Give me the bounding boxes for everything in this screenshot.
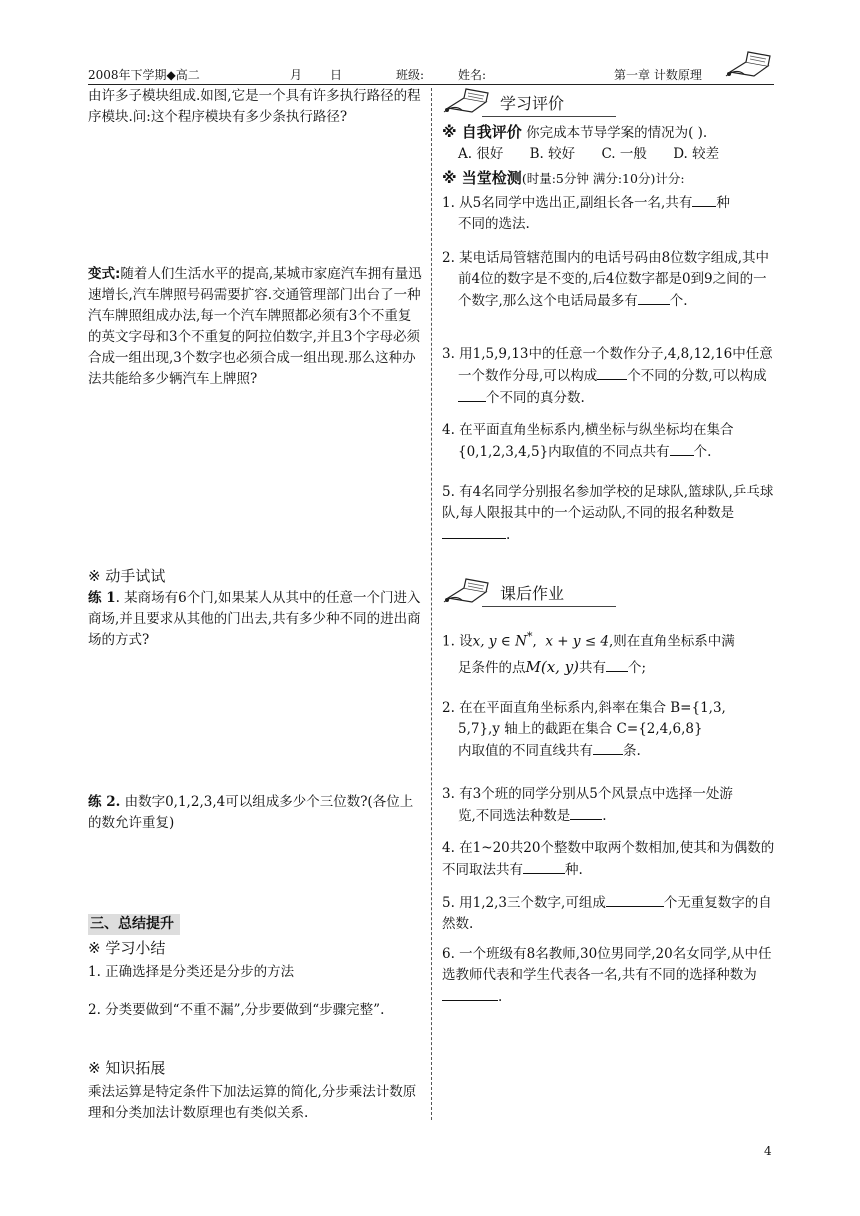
check-question-1: 1. 从5名同学中选出正,副组长各一名,共有 种 不同的选法. [442,192,778,235]
summary-point-1: 1. 正确选择是分类还是分步的方法 [88,964,295,980]
book-icon [724,48,774,80]
homework-question-3: 3. 有3个班的同学分别从5个风景点中选择一处游 览,不同选法种数是 . [442,786,733,824]
self-evaluation [442,122,778,144]
class-label: 班级: [396,68,425,82]
math-xy-in-n: x, y ∈ N [472,633,527,650]
math-sum-le-4: x + y ≤ 4 [545,633,610,650]
summary-point-2: 2. 分类要做到“不重不漏”,分步要做到“步骤完整”. [88,1002,385,1018]
homework-heading [442,580,642,608]
column-divider [431,88,432,1120]
evaluation-options [442,144,778,165]
exercise-2-label: 练 2. [88,794,121,810]
page-number: 4 [764,1144,772,1158]
option-c[interactable]: C. 一般 [601,146,647,162]
option-b[interactable]: B. 较好 [529,146,576,162]
homework-question-1: 1. 设x, y ∈ N*, x + y ≤ 4,则在直角坐标系中满 足条件的点M(x, y)共有 个; [442,630,735,676]
summary-sub-title: ※ 学习小结 [88,939,166,957]
intro-text: 由许多子模块组成.如图,它是一个具有许多执行路径的程序模块.问:这个程序模块有多少条执行路径? [88,88,421,125]
math-star: * [526,630,533,643]
name-label: 姓名: [458,68,487,82]
check-question-5: 5. 有4名同学分别报名参加学校的足球队,篮球队,乒乓球队,每人限报其中的一个运动队,不同的报名种数是. [442,484,774,543]
homework-title: 课后作业 [500,584,565,603]
answer-blank[interactable] [570,805,602,820]
book-icon [442,576,494,606]
variant-text: 随着人们生活水平的提高,某城市家庭汽车拥有量迅速增长,汽车牌照号码需要扩容.交通管理部门出台了一种汽车牌照组成办法,每一个汽车牌照都必须有3个不重复的英文字母和3个不重复的阿拉伯数字,并且3个字母必须合成一组出现,3个数字也必须合成一组出现.那么这种办法共能给多少辆汽车上牌照? [88,266,422,387]
day-label: 日 [330,68,343,82]
class-check-text: (时量:5分钟 满分:10分)计分: [521,171,685,186]
book-icon [442,86,494,116]
option-d[interactable]: D. 较差 [673,146,720,162]
extension-text: 乘法运算是特定条件下加法运算的简化,分步乘法计数原理和分类加法计数原理也有类似关系. [88,1084,417,1121]
heading-underline [482,116,616,117]
math-point-m: M(x, y) [525,657,580,676]
exercise-2-text: 由数字0,1,2,3,4可以组成多少个三位数?(各位上的数允许重复) [88,794,414,831]
answer-blank[interactable] [597,365,627,380]
chapter-label: 第一章 计数原理 [614,68,702,82]
answer-blank[interactable] [638,290,670,305]
option-a[interactable]: A. 很好 [458,146,504,162]
homework-question-6: 6. 一个班级有8名教师,30位男同学,20名女同学,从中任选教师代表和学生代表各一名,共有不同的选择种数为. [442,946,772,1005]
month-label: 月 [290,68,303,82]
try-title: ※ 动手试试 [88,567,166,585]
answer-blank[interactable] [442,986,498,1001]
variant-label: 变式: [88,266,121,282]
answer-blank[interactable] [606,657,628,672]
check-question-4: 4. 在平面直角坐标系内,横坐标与纵坐标均在集合 {0,1,2,3,4,5}内取值的不同点共有 个. [442,422,734,460]
self-eval-mark: ※ 自我评价 [442,123,522,141]
answer-blank[interactable] [442,524,506,539]
exercise-1-text: . 某商场有6个门,如果某人从其中的任意一个门进入商场,并且要求从其他的门出去,共有多少种不同的进出商场的方式? [88,590,421,648]
exercise-1-label: 练 1 [88,590,116,606]
answer-blank[interactable] [458,387,486,402]
answer-blank[interactable] [523,859,565,874]
check-question-2: 2. 某电话局管辖范围内的电话号码由8位数字组成,其中前4位的数字是不变的,后4位数字都是0到9之间的一个数字,那么这个电话局最多有 个. [442,250,770,309]
answer-blank[interactable] [670,441,694,456]
summary-section-title: 三、总结提升 [88,914,180,935]
exercise-2 [88,792,423,834]
homework-question-4: 4. 在1~20共20个整数中取两个数相加,使其和为偶数的不同取法共有 种. [442,840,775,878]
answer-blank[interactable] [692,192,716,207]
page-header [88,64,774,85]
evaluation-heading [442,90,642,118]
heading-underline [482,606,616,607]
class-check-mark: ※ 当堂检测 [442,169,522,187]
self-eval-text: 你完成本节导学案的情况为( ). [521,125,708,141]
exercise-1 [88,588,423,651]
answer-blank[interactable] [606,892,664,907]
variant-problem [88,264,423,390]
extension-title: ※ 知识拓展 [88,1059,166,1077]
evaluation-title: 学习评价 [500,94,565,113]
term-label: 2008年下学期◆高二 [88,68,200,82]
check-question-3: 3. 用1,5,9,13中的任意一个数作分子,4,8,12,16中任意一个数作分母,可以构成 个不同的分数,可以构成个不同的真分数. [442,346,773,406]
answer-blank[interactable] [593,740,623,755]
homework-question-2: 2. 在在平面直角坐标系内,斜率在集合 B={1,3, 5,7},y 轴上的截距在集合 C={2,4,6,8} 内取值的不同直线共有 条. [442,700,726,759]
class-check [442,168,778,190]
homework-question-5: 5. 用1,2,3三个数字,可组成 个无重复数字的自然数. [442,892,778,935]
